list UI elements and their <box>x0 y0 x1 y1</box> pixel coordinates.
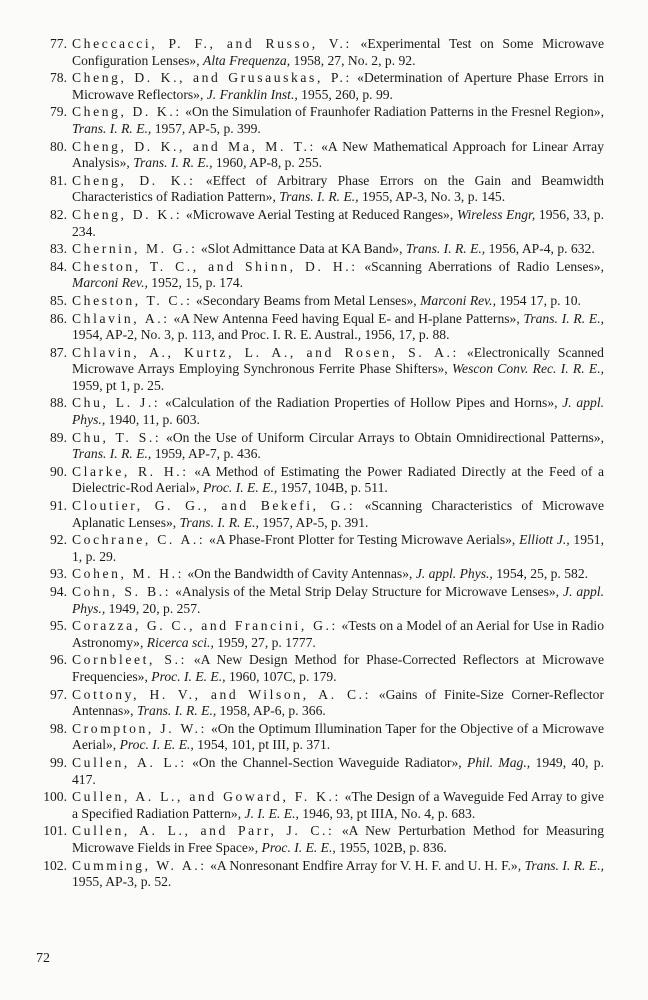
reference-details: 1954, 25, p. 582. <box>496 566 589 582</box>
reference-journal: Trans. I. R. E., <box>72 446 152 462</box>
reference-authors: Cornbleet, S.: <box>72 652 187 668</box>
reference-authors: Cohn, S. B.: <box>72 584 172 599</box>
reference-details: 1955, 102B, p. 836. <box>339 839 447 855</box>
reference-authors: Checcacci, P. F., and Russo, V.: <box>72 36 352 51</box>
reference-number: 100. <box>43 789 67 805</box>
reference-journal: Trans. I. R. E., <box>72 120 152 136</box>
reference-details: 1954 17, p. 10. <box>499 292 581 308</box>
reference-number: 87. <box>50 344 67 360</box>
reference-entry <box>0 207 648 240</box>
reference-journal: J. appl. Phys., <box>72 584 604 616</box>
reference-journal: Proc. I. E. E., <box>203 480 278 496</box>
reference-authors: Cheston, T. C.: <box>72 292 193 308</box>
reference-number: 93. <box>50 566 67 582</box>
reference-number: 86. <box>50 310 67 326</box>
reference-authors: Cheng, D. K.: <box>72 104 182 120</box>
reference-title: «On the Optimum Illumination Taper for the Objective of a Microwave Aerial», <box>72 720 604 753</box>
reference-journal: Proc. I. E. E., <box>119 737 194 753</box>
reference-authors: Chlavin, A., Kurtz, L. A., and Rosen, S. A.: <box>72 344 459 360</box>
reference-authors: Cohen, M. H.: <box>72 566 184 582</box>
reference-title: «Analysis of the Metal Strip Delay Structure for Microwave Lenses», <box>175 584 560 599</box>
reference-entry <box>0 241 648 258</box>
reference-journal: J. Franklin Inst., <box>206 86 298 102</box>
reference-entry <box>0 430 648 463</box>
reference-entry <box>0 70 648 103</box>
reference-details: 1958, 27, No. 2, p. 92. <box>293 52 416 68</box>
reference-details: 1954, AP-2, No. 3, p. 113, and Proc. I. R. E. Austral., 1956, 17, p. 88. <box>72 327 450 343</box>
reference-title: «A New Mathematical Approach for Linear Array Analysis», <box>72 138 604 171</box>
reference-number: 98. <box>50 720 67 736</box>
reference-details: 1951, 1, p. 29. <box>72 532 604 564</box>
reference-details: 1959, pt 1, p. 25. <box>72 377 165 393</box>
reference-entry <box>0 36 648 69</box>
reference-authors: Crompton, J. W.: <box>72 720 208 736</box>
reference-journal: Marconi Rev., <box>72 275 148 291</box>
reference-authors: Cullen, A. L., and Goward, F. K.: <box>72 789 341 805</box>
reference-entry <box>0 532 648 565</box>
reference-details: 1949, 20, p. 257. <box>108 600 201 616</box>
reference-entry <box>0 173 648 206</box>
reference-authors: Cottony, H. V., and Wilson, A. C.: <box>72 686 372 702</box>
reference-entry <box>0 584 648 617</box>
reference-number: 94. <box>50 584 67 599</box>
reference-title: «A Phase-Front Plotter for Testing Microwave Aerials», <box>209 532 516 548</box>
reference-entry <box>0 311 648 344</box>
reference-number: 101. <box>43 823 67 839</box>
reference-journal: Proc. I. E. E., <box>151 668 226 684</box>
reference-journal: Trans. I. R. E., <box>179 514 259 530</box>
reference-authors: Cheng, D. K., and Ma, M. T.: <box>72 138 316 154</box>
reference-journal: J. I. E. E., <box>244 805 299 821</box>
reference-journal: Trans. I. R. E., <box>405 241 486 257</box>
reference-details: 1959, 27, p. 1777. <box>217 634 316 650</box>
reference-number: 82. <box>50 206 67 222</box>
reference-authors: Cheng, D. K.: <box>72 206 183 222</box>
reference-entry <box>0 345 648 395</box>
reference-title: «A New Antenna Feed having Equal E- and H-plane Patterns», <box>173 310 520 326</box>
reference-details: 1959, AP-7, p. 436. <box>154 446 261 462</box>
reference-title: «A Method of Estimating the Power Radiated Directly at the Feed of a Dielectric-Rod Aerial», <box>72 463 604 496</box>
reference-journal: Trans. I. R. E., <box>524 857 604 873</box>
reference-title: «Scanning Characteristics of Microwave Aplanatic Lenses», <box>72 498 604 530</box>
reference-title: «A New Design Method for Phase-Corrected Reflectors at Microwave Frequencies», <box>72 652 604 684</box>
reference-journal: Trans. I. R. E., <box>133 155 213 171</box>
reference-authors: Cumming, W. A.: <box>72 857 207 873</box>
reference-journal: Wireless Engr, <box>456 206 536 222</box>
reference-details: 1960, 107C, p. 179. <box>228 668 337 684</box>
reference-entry <box>0 566 648 583</box>
reference-authors: Cullen, A. L., and Parr, J. C.: <box>72 823 335 839</box>
reference-details: 1940, 11, p. 603. <box>108 412 200 428</box>
reference-number: 83. <box>50 241 67 257</box>
reference-title: «Scanning Aberrations of Radio Lenses», <box>364 258 604 274</box>
reference-authors: Corazza, G. C., and Francini, G.: <box>72 618 338 634</box>
reference-title: «On the Bandwidth of Cavity Antennas», <box>187 566 413 582</box>
reference-entry <box>0 789 648 822</box>
reference-authors: Cochrane, C. A.: <box>72 532 206 548</box>
reference-details: 1949, 40, p. 417. <box>72 754 604 787</box>
reference-details: 1957, 104B, p. 511. <box>280 480 388 496</box>
reference-title: «On the Use of Uniform Circular Arrays to Obtain Omnidirectional Patterns», <box>166 429 604 445</box>
reference-entry <box>0 293 648 310</box>
reference-details: 1956, AP-4, p. 632. <box>488 241 595 257</box>
reference-entry <box>0 823 648 856</box>
reference-entry <box>0 858 648 891</box>
reference-journal: Trans. I. R. E., <box>279 189 359 205</box>
reference-title: «Microwave Aerial Testing at Reduced Ranges», <box>185 206 454 222</box>
reference-journal: Phil. Mag., <box>467 754 531 770</box>
reference-entry <box>0 395 648 428</box>
reference-number: 102. <box>43 857 67 873</box>
reference-number: 78. <box>50 70 67 86</box>
reference-entry <box>0 652 648 685</box>
reference-entry <box>0 259 648 292</box>
reference-title: «Effect of Arbitrary Phase Errors on the Gain and Beamwidth Characteristics of Radiation Pattern», <box>72 172 604 205</box>
reference-journal: Ricerca sci., <box>146 634 214 650</box>
reference-number: 84. <box>50 258 67 274</box>
reference-title: «Slot Admittance Data at KA Band», <box>200 241 403 257</box>
reference-journal: J. appl. Phys., <box>415 566 493 582</box>
reference-details: 1954, 101, pt III, p. 371. <box>197 737 331 753</box>
reference-journal: Trans. I. R. E., <box>136 703 217 719</box>
page-number: 72 <box>36 951 50 966</box>
reference-title: «Experimental Test on Some Microwave Configuration Lenses», <box>72 36 604 68</box>
reference-number: 85. <box>50 292 67 308</box>
reference-number: 80. <box>50 138 67 154</box>
reference-journal: J. appl. Phys., <box>72 395 604 428</box>
reference-list <box>0 36 648 892</box>
reference-details: 1955, 260, p. 99. <box>301 86 393 102</box>
reference-number: 96. <box>50 652 67 668</box>
reference-details: 1956, 33, p. 234. <box>72 206 604 239</box>
reference-authors: Chu, T. S.: <box>72 429 162 445</box>
reference-title: «A New Perturbation Method for Measuring Microwave Fields in Free Space», <box>72 823 605 855</box>
reference-title: «A Nonresonant Endfire Array for V. H. F. and U. H. F.», <box>210 857 522 873</box>
reference-authors: Chernin, M. G.: <box>72 241 198 257</box>
reference-authors: Cheng, D. K.: <box>72 172 196 188</box>
reference-entry <box>0 721 648 754</box>
reference-number: 95. <box>50 618 67 634</box>
reference-journal: Marconi Rev., <box>420 292 496 308</box>
reference-details: 1955, AP-3, p. 52. <box>72 874 172 890</box>
reference-number: 99. <box>50 754 67 770</box>
reference-authors: Cheng, D. K., and Grusauskas, P.: <box>72 70 352 86</box>
reference-authors: Chlavin, A.: <box>72 310 170 326</box>
reference-number: 77. <box>50 36 67 51</box>
reference-journal: Trans. I. R. E., <box>523 310 604 326</box>
reference-journal: Alta Frequenza, <box>203 52 291 68</box>
reference-authors: Clarke, R. H.: <box>72 463 189 479</box>
reference-number: 81. <box>50 172 67 188</box>
reference-title: «On the Channel-Section Waveguide Radiator», <box>192 754 462 770</box>
reference-authors: Chu, L. J.: <box>72 395 161 411</box>
reference-number: 97. <box>50 686 67 702</box>
reference-entry <box>0 139 648 172</box>
reference-title: «Gains of Finite-Size Corner-Reflector Antennas», <box>72 686 604 719</box>
reference-entry <box>0 498 648 531</box>
reference-details: 1960, AP-8, p. 255. <box>215 155 323 171</box>
reference-number: 79. <box>50 104 67 120</box>
reference-entry <box>0 755 648 788</box>
reference-details: 1957, AP-5, p. 399. <box>154 120 261 136</box>
reference-authors: Cullen, A. L.: <box>72 754 187 770</box>
reference-title: «Calculation of the Radiation Properties of Hollow Pipes and Horns», <box>165 395 558 411</box>
reference-number: 91. <box>50 498 67 514</box>
reference-number: 89. <box>50 429 67 445</box>
reference-title: «Tests on a Model of an Aerial for Use in Radio Astronomy», <box>72 618 604 650</box>
reference-details: 1957, AP-5, p. 391. <box>262 514 369 530</box>
reference-title: «The Design of a Waveguide Fed Array to give a Specified Radiation Pattern», <box>72 789 604 821</box>
reference-entry <box>0 464 648 497</box>
reference-title: «On the Simulation of Fraunhofer Radiation Patterns in the Fresnel Region», <box>185 104 604 120</box>
reference-entry <box>0 104 648 137</box>
reference-title: «Electronically Scanned Microwave Arrays Employing Synchronous Ferrite Phase Shifters», <box>72 344 604 377</box>
reference-authors: Cheston, T. C., and Shinn, D. H.: <box>72 258 358 274</box>
reference-title: «Determination of Aperture Phase Errors in Microwave Reflectors», <box>72 70 604 102</box>
reference-number: 92. <box>50 532 67 548</box>
reference-details: 1958, AP-6, p. 366. <box>219 703 326 719</box>
reference-number: 90. <box>50 463 67 479</box>
reference-title: «Secondary Beams from Metal Lenses», <box>195 292 417 308</box>
reference-details: 1946, 93, pt IIIA, No. 4, p. 683. <box>302 805 476 821</box>
reference-journal: Elliott J., <box>519 532 570 548</box>
reference-entry <box>0 618 648 651</box>
reference-authors: Cloutier, G. G., and Bekefi, G.: <box>72 498 356 514</box>
reference-entry <box>0 687 648 720</box>
reference-journal: Wescon Conv. Rec. I. R. E., <box>451 361 605 377</box>
reference-details: 1955, AP-3, No. 3, p. 145. <box>361 189 506 205</box>
reference-details: 1952, 15, p. 174. <box>151 275 244 291</box>
reference-number: 88. <box>50 395 67 411</box>
reference-journal: Proc. I. E. E., <box>261 839 336 855</box>
